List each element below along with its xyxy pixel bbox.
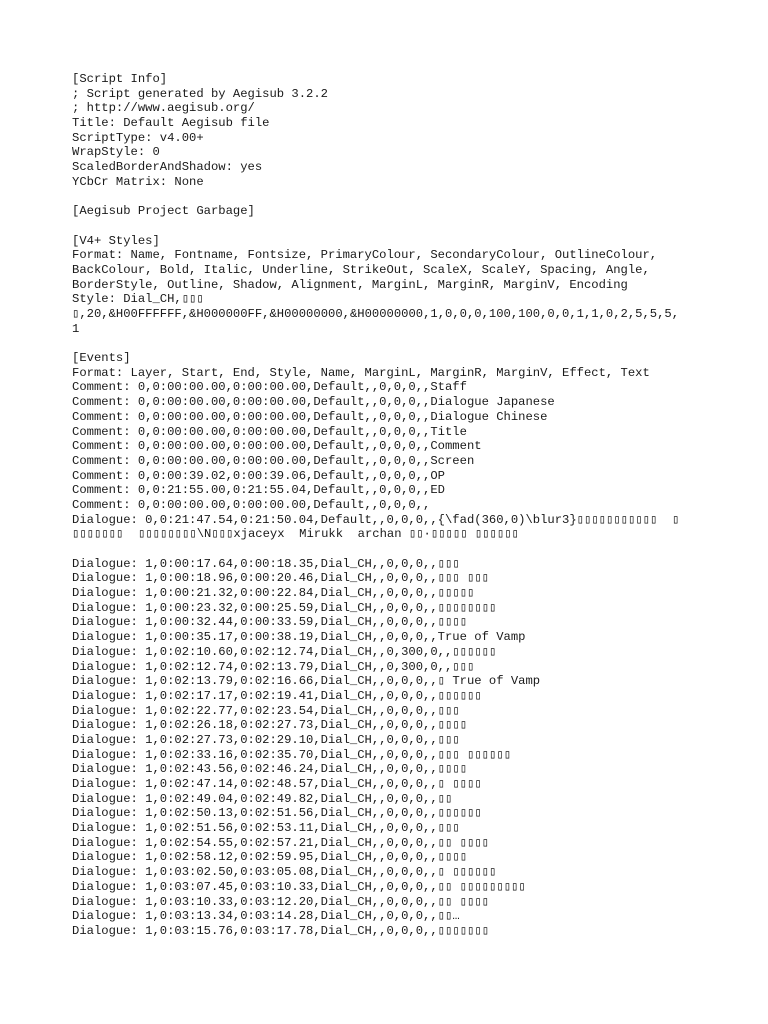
text-line: [Aegisub Project Garbage]	[72, 204, 255, 219]
text-line: Format: Name, Fontname, Fontsize, PrimaryColour, SecondaryColour, OutlineColour,	[72, 248, 658, 263]
text-line: Dialogue: 1,0:00:32.44,0:00:33.59,Dial_CH,,0,0,0,,▯▯▯▯	[72, 615, 468, 630]
text-line: Dialogue: 1,0:02:12.74,0:02:13.79,Dial_CH,,0,300,0,,▯▯▯	[72, 659, 475, 674]
blank-line	[72, 542, 748, 557]
text-line: Dialogue: 1,0:00:23.32,0:00:25.59,Dial_CH,,0,0,0,,▯▯▯▯▯▯▯▯	[72, 600, 497, 615]
text-line: Dialogue: 1,0:00:35.17,0:00:38.19,Dial_CH,,0,0,0,,True of Vamp	[72, 630, 526, 645]
dialogue-section	[72, 557, 748, 939]
text-line: BackColour, Bold, Italic, Underline, StrikeOut, ScaleX, ScaleY, Spacing, Angle,	[72, 262, 650, 277]
project-garbage-section	[72, 204, 748, 219]
text-line: [V4+ Styles]	[72, 233, 160, 248]
text-line: Title: Default Aegisub file	[72, 116, 270, 131]
document-page	[72, 72, 748, 939]
blank-line	[72, 219, 748, 234]
text-line: ▯,20,&H00FFFFFF,&H000000FF,&H00000000,&H00000000,1,0,0,0,100,100,0,0,1,1,0,2,5,5,5,	[72, 307, 680, 321]
text-line: ; Script generated by Aegisub 3.2.2	[72, 86, 328, 101]
text-line: Style: Dial_CH,▯▯▯	[72, 292, 204, 307]
text-line: ; http://www.aegisub.org/	[72, 101, 255, 116]
text-line: YCbCr Matrix: None	[72, 174, 204, 189]
text-line: Comment: 0,0:00:00.00,0:00:00.00,Default,,0,0,0,,Dialogue Chinese	[72, 409, 548, 424]
text-line: Comment: 0,0:00:00.00,0:00:00.00,Default,,0,0,0,,Staff	[72, 380, 467, 395]
text-line: Dialogue: 1,0:02:22.77,0:02:23.54,Dial_CH,,0,0,0,,▯▯▯	[72, 703, 460, 718]
text-line: Dialogue: 1,0:03:02.50,0:03:05.08,Dial_CH,,0,0,0,,▯ ▯▯▯▯▯▯	[72, 865, 497, 880]
script-info-section	[72, 72, 748, 190]
text-line: Comment: 0,0:00:00.00,0:00:00.00,Default,,0,0,0,,	[72, 497, 431, 512]
text-line: WrapStyle: 0	[72, 145, 160, 160]
text-line: Dialogue: 1,0:02:49.04,0:02:49.82,Dial_CH,,0,0,0,,▯▯	[72, 791, 453, 806]
text-line: Dialogue: 1,0:02:33.16,0:02:35.70,Dial_CH,,0,0,0,,▯▯▯ ▯▯▯▯▯▯	[72, 747, 512, 762]
text-line: Dialogue: 1,0:00:18.96,0:00:20.46,Dial_CH,,0,0,0,,▯▯▯ ▯▯▯	[72, 571, 490, 586]
text-line: 1	[72, 321, 80, 336]
text-line: ScaledBorderAndShadow: yes	[72, 160, 263, 175]
events-section	[72, 351, 748, 542]
text-line: BorderStyle, Outline, Shadow, Alignment, MarginL, MarginR, MarginV, Encoding	[72, 277, 628, 292]
text-line: Dialogue: 1,0:00:17.64,0:00:18.35,Dial_CH,,0,0,0,,▯▯▯	[72, 556, 460, 571]
styles-section	[72, 234, 748, 337]
text-line: Dialogue: 1,0:03:10.33,0:03:12.20,Dial_CH,,0,0,0,,▯▯ ▯▯▯▯	[72, 894, 490, 909]
text-line: Comment: 0,0:21:55.00,0:21:55.04,Default,,0,0,0,,ED	[72, 483, 445, 498]
text-line: Dialogue: 1,0:02:26.18,0:02:27.73,Dial_CH,,0,0,0,,▯▯▯▯	[72, 718, 468, 733]
text-line: Dialogue: 1,0:03:15.76,0:03:17.78,Dial_CH,,0,0,0,,▯▯▯▯▯▯▯	[72, 923, 490, 938]
blank-line	[72, 336, 748, 351]
text-line: Comment: 0,0:00:00.00,0:00:00.00,Default,,0,0,0,,Screen	[72, 453, 475, 468]
blank-line	[72, 190, 748, 205]
text-line: Dialogue: 1,0:02:54.55,0:02:57.21,Dial_CH,,0,0,0,,▯▯ ▯▯▯▯	[72, 835, 490, 850]
text-line: Format: Layer, Start, End, Style, Name, MarginL, MarginR, MarginV, Effect, Text	[72, 365, 650, 380]
text-line: ▯▯▯▯▯▯▯ ▯▯▯▯▯▯▯▯\N▯▯▯xjaceyx Mirukk archan ▯▯·▯▯▯▯▯ ▯▯▯▯▯▯	[72, 527, 519, 542]
text-line: Dialogue: 1,0:02:17.17,0:02:19.41,Dial_CH,,0,0,0,,▯▯▯▯▯▯	[72, 688, 482, 703]
text-line: Dialogue: 1,0:02:47.14,0:02:48.57,Dial_CH,,0,0,0,,▯ ▯▯▯▯	[72, 777, 482, 791]
text-line: Comment: 0,0:00:39.02,0:00:39.06,Default,,0,0,0,,OP	[72, 468, 445, 483]
text-line: Comment: 0,0:00:00.00,0:00:00.00,Default,,0,0,0,,Dialogue Japanese	[72, 395, 555, 410]
text-line: Comment: 0,0:00:00.00,0:00:00.00,Default,,0,0,0,,Title	[72, 424, 467, 439]
text-line: Dialogue: 1,0:03:07.45,0:03:10.33,Dial_CH,,0,0,0,,▯▯ ▯▯▯▯▯▯▯▯▯	[72, 879, 526, 894]
text-line: Dialogue: 1,0:02:58.12,0:02:59.95,Dial_CH,,0,0,0,,▯▯▯▯	[72, 850, 468, 865]
text-line: [Script Info]	[72, 72, 168, 86]
text-line: Dialogue: 1,0:00:21.32,0:00:22.84,Dial_CH,,0,0,0,,▯▯▯▯▯	[72, 586, 475, 601]
text-line: Dialogue: 0,0:21:47.54,0:21:50.04,Default,,0,0,0,,{\fad(360,0)\blur3}▯▯▯▯▯▯▯▯▯▯▯ ▯	[72, 512, 680, 527]
text-line: ScriptType: v4.00+	[72, 130, 204, 145]
text-line: Comment: 0,0:00:00.00,0:00:00.00,Default,,0,0,0,,Comment	[72, 439, 482, 454]
text-line: Dialogue: 1,0:02:43.56,0:02:46.24,Dial_CH,,0,0,0,,▯▯▯▯	[72, 762, 468, 777]
text-line: Dialogue: 1,0:02:27.73,0:02:29.10,Dial_CH,,0,0,0,,▯▯▯	[72, 732, 460, 747]
text-line: Dialogue: 1,0:02:13.79,0:02:16.66,Dial_CH,,0,0,0,,▯ True of Vamp	[72, 674, 541, 689]
text-line: Dialogue: 1,0:02:10.60,0:02:12.74,Dial_CH,,0,300,0,,▯▯▯▯▯▯	[72, 644, 497, 659]
text-line: Dialogue: 1,0:02:51.56,0:02:53.11,Dial_CH,,0,0,0,,▯▯▯	[72, 821, 460, 836]
text-line: [Events]	[72, 351, 131, 366]
text-line: Dialogue: 1,0:02:50.13,0:02:51.56,Dial_CH,,0,0,0,,▯▯▯▯▯▯	[72, 806, 482, 821]
text-line: Dialogue: 1,0:03:13.34,0:03:14.28,Dial_CH,,0,0,0,,▯▯…	[72, 909, 460, 924]
